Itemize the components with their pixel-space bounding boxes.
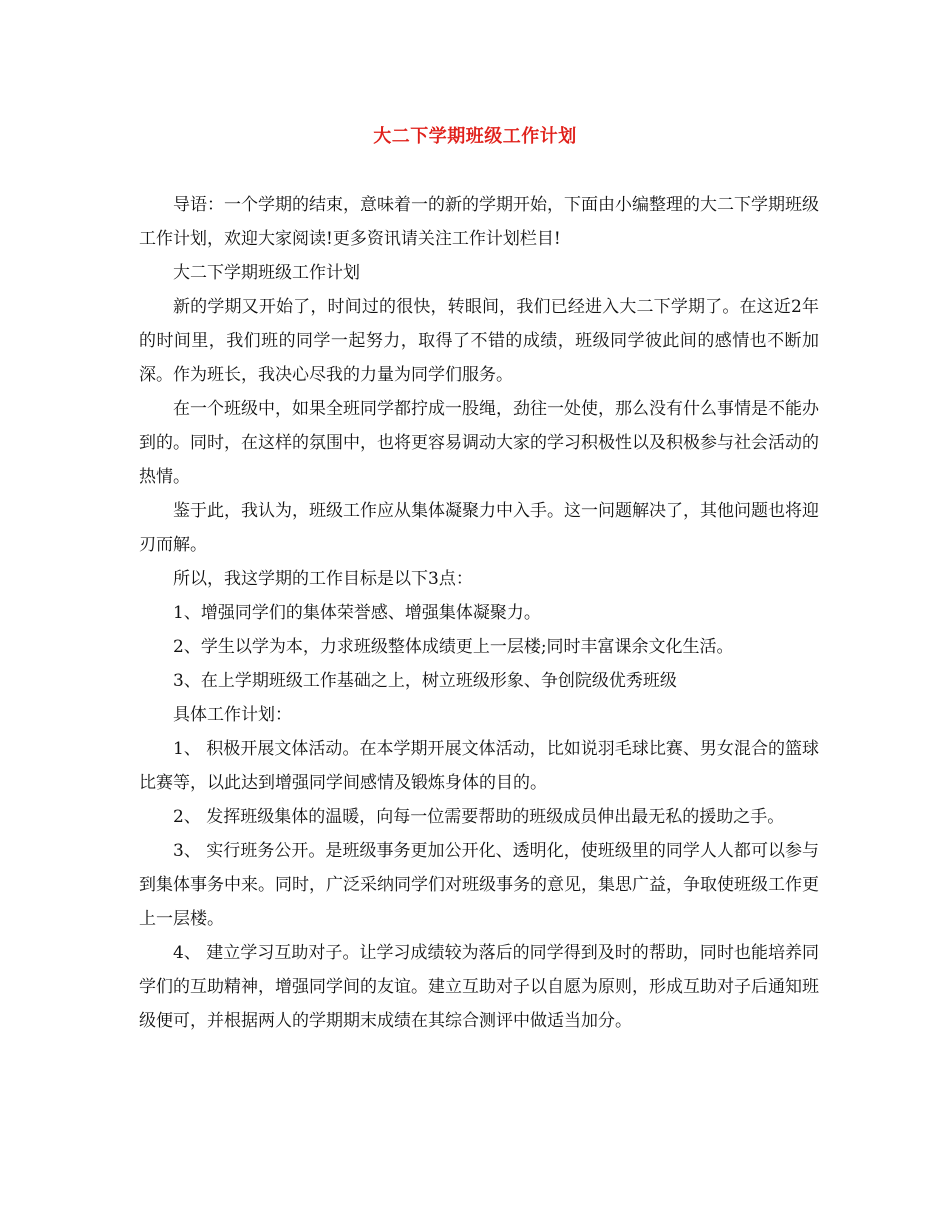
paragraph: 在一个班级中，如果全班同学都拧成一股绳，劲往一处使，那么没有什么事情是不能办到的。同时，在这样的氛围中，也将更容易调动大家的学习积极性以及积极参与社会活动的热情。 bbox=[139, 399, 819, 487]
plan-item: 4、 建立学习互助对子。让学习成绩较为落后的同学得到及时的帮助，同时也能培养同学们的互助精神，增强同学间的友谊。建立互助对子以自愿为原则，形成互助对子后通知班级便可，并根据两人的学期期末成绩在其综合测评中做适当加分。 bbox=[139, 943, 819, 1031]
paragraph-subtitle: 大二下学期班级工作计划 bbox=[173, 263, 360, 283]
goal-item: 1、增强同学们的集体荣誉感、增强集体凝聚力。 bbox=[173, 603, 541, 623]
plan-item: 3、 实行班务公开。是班级事务更加公开化、透明化，使班级里的同学人人都可以参与到集体事务中来。同时，广泛采纳同学们对班级事务的意见，集思广益，争取使班级工作更上一层楼。 bbox=[139, 841, 819, 929]
document-title: 大二下学期班级工作计划 bbox=[373, 126, 577, 147]
goal-item: 2、学生以学为本，力求班级整体成绩更上一层楼;同时丰富课余文化生活。 bbox=[173, 637, 734, 657]
document-body bbox=[139, 188, 819, 1038]
plan-item: 2、 发挥班级集体的温暖，向每一位需要帮助的班级成员伸出最无私的援助之手。 bbox=[173, 807, 785, 827]
paragraph: 所以，我这学期的工作目标是以下3点： bbox=[173, 569, 473, 589]
section-heading: 具体工作计划： bbox=[173, 705, 292, 725]
plan-item: 1、 积极开展文体活动。在本学期开展文体活动，比如说羽毛球比赛、男女混合的篮球比赛等，以此达到增强同学间感情及锻炼身体的目的。 bbox=[139, 739, 819, 793]
paragraph: 新的学期又开始了，时间过的很快，转眼间，我们已经进入大二下学期了。在这近2年的时间里，我们班的同学一起努力，取得了不错的成绩，班级同学彼此间的感情也不断加深。作为班长，我决心尽我的力量为同学们服务。 bbox=[139, 297, 819, 385]
paragraph-intro: 导语：一个学期的结束，意味着一的新的学期开始，下面由小编整理的大二下学期班级工作计划，欢迎大家阅读!更多资讯请关注工作计划栏目! bbox=[139, 195, 819, 249]
paragraph: 鉴于此，我认为，班级工作应从集体凝聚力中入手。这一问题解决了，其他问题也将迎刃而解。 bbox=[139, 501, 819, 555]
goal-item: 3、在上学期班级工作基础之上，树立班级形象、争创院级优秀班级 bbox=[173, 671, 677, 691]
